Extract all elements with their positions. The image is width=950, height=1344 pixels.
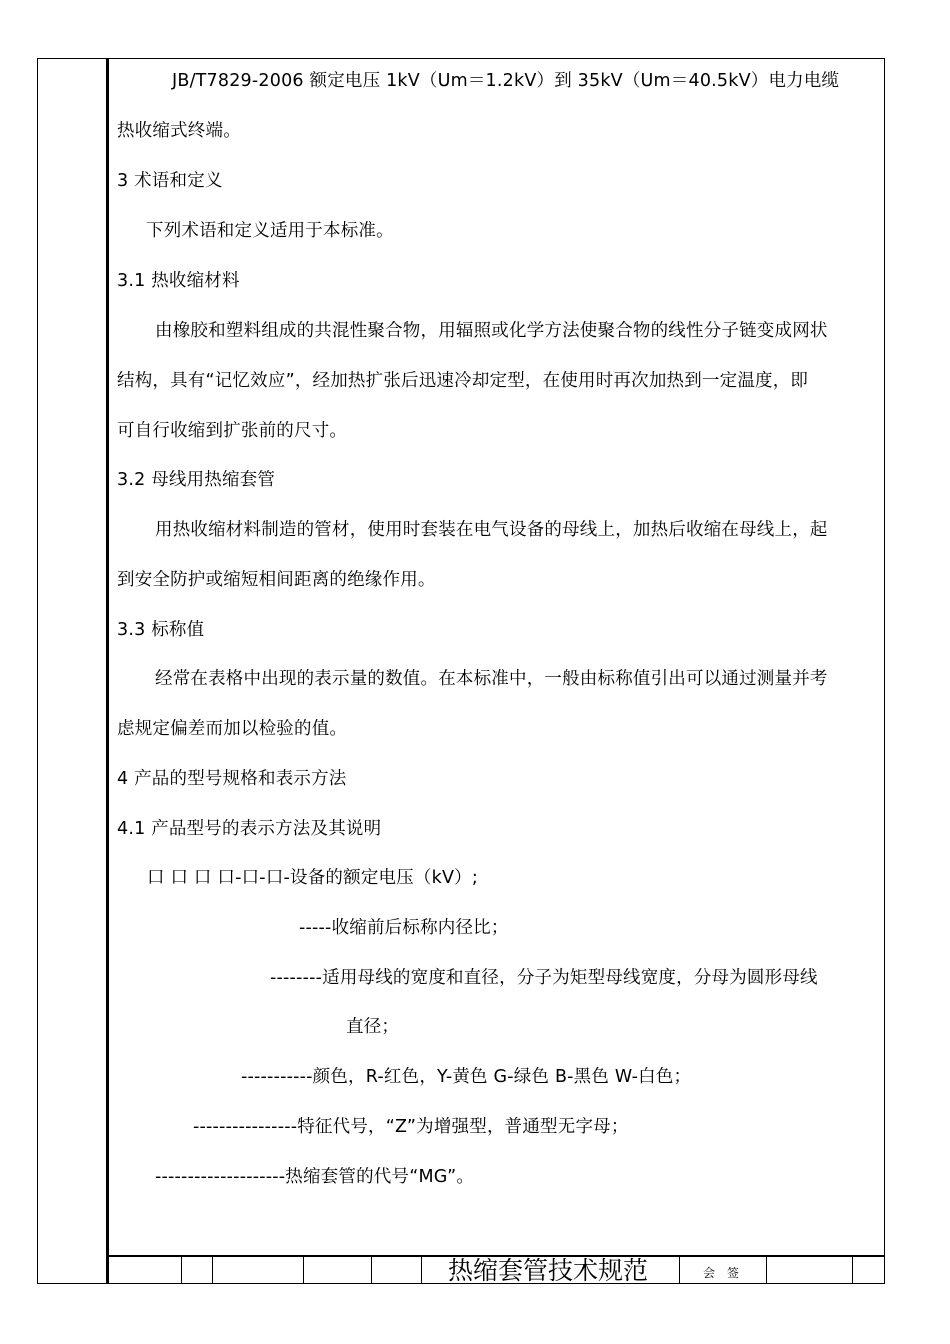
ref-standard-line2: 热收缩式终端。 xyxy=(117,121,241,141)
section-3-1-heading: 3.1 热收缩材料 xyxy=(117,271,240,291)
title-block-divider xyxy=(181,1257,182,1284)
document-title: 热缩套管技术规范 xyxy=(448,1256,649,1285)
section-3-3-line1: 经常在表格中出现的表示量的数值。在本标准中，一般由标称值引出可以通过测量并考 xyxy=(155,669,828,689)
model-code-line3: --------适用母线的宽度和直径，分子为矩型母线宽度，分母为圆形母线 xyxy=(270,968,818,988)
section-3-intro: 下列术语和定义适用于本标准。 xyxy=(146,221,394,241)
model-code-line5: ----------------特征代号，“Z”为增强型，普通型无字母； xyxy=(193,1117,629,1137)
title-block-divider xyxy=(371,1257,372,1284)
section-3-1-line2: 结构，具有“记忆效应”，经加热扩张后迅速冷却定型，在使用时再次加热到一定温度，即 xyxy=(117,371,809,391)
section-3-1-line3: 可自行收缩到扩张前的尺寸。 xyxy=(117,421,348,441)
title-block-divider xyxy=(303,1257,304,1284)
section-3-3-line2: 虑规定偏差而加以检验的值。 xyxy=(117,719,348,739)
model-code-line4: -----------颜色，R-红色，Y-黄色 G-绿色 B-黑色 W-白色； xyxy=(241,1067,692,1087)
section-3-1-line1: 由橡胶和塑料组成的共混性聚合物，用辐照或化学方法使聚合物的线性分子链变成网状 xyxy=(155,321,828,341)
title-block-divider xyxy=(852,1257,853,1284)
countersign-label: 会签 xyxy=(703,1266,752,1280)
model-code-line1: 口 口 口 口-口-口-设备的额定电压（kV）; xyxy=(147,868,478,888)
binding-margin-line xyxy=(106,58,109,1284)
title-block-divider xyxy=(679,1257,680,1284)
model-code-line2: -----收缩前后标称内径比； xyxy=(299,918,509,938)
section-3-2-line1: 用热收缩材料制造的管材，使用时套装在电气设备的母线上，加热后收缩在母线上，起 xyxy=(155,520,828,540)
title-block-divider xyxy=(766,1257,767,1284)
section-3-2-line2: 到安全防护或缩短相间距离的绝缘作用。 xyxy=(117,570,436,590)
title-block-divider xyxy=(212,1257,213,1284)
section-3-heading: 3 术语和定义 xyxy=(117,171,223,191)
section-3-3-heading: 3.3 标称值 xyxy=(117,620,205,640)
ref-standard-line1: JB/T7829-2006 额定电压 1kV（Um＝1.2kV）到 35kV（Um＝40.5kV）电力电缆 xyxy=(172,71,840,91)
model-code-line6: --------------------热缩套管的代号“MG”。 xyxy=(155,1167,475,1187)
model-code-line3b: 直径； xyxy=(346,1017,400,1037)
section-4-1-heading: 4.1 产品型号的表示方法及其说明 xyxy=(117,819,382,839)
title-block-divider xyxy=(421,1257,422,1284)
section-4-heading: 4 产品的型号规格和表示方法 xyxy=(117,769,347,789)
section-3-2-heading: 3.2 母线用热缩套管 xyxy=(117,470,276,490)
